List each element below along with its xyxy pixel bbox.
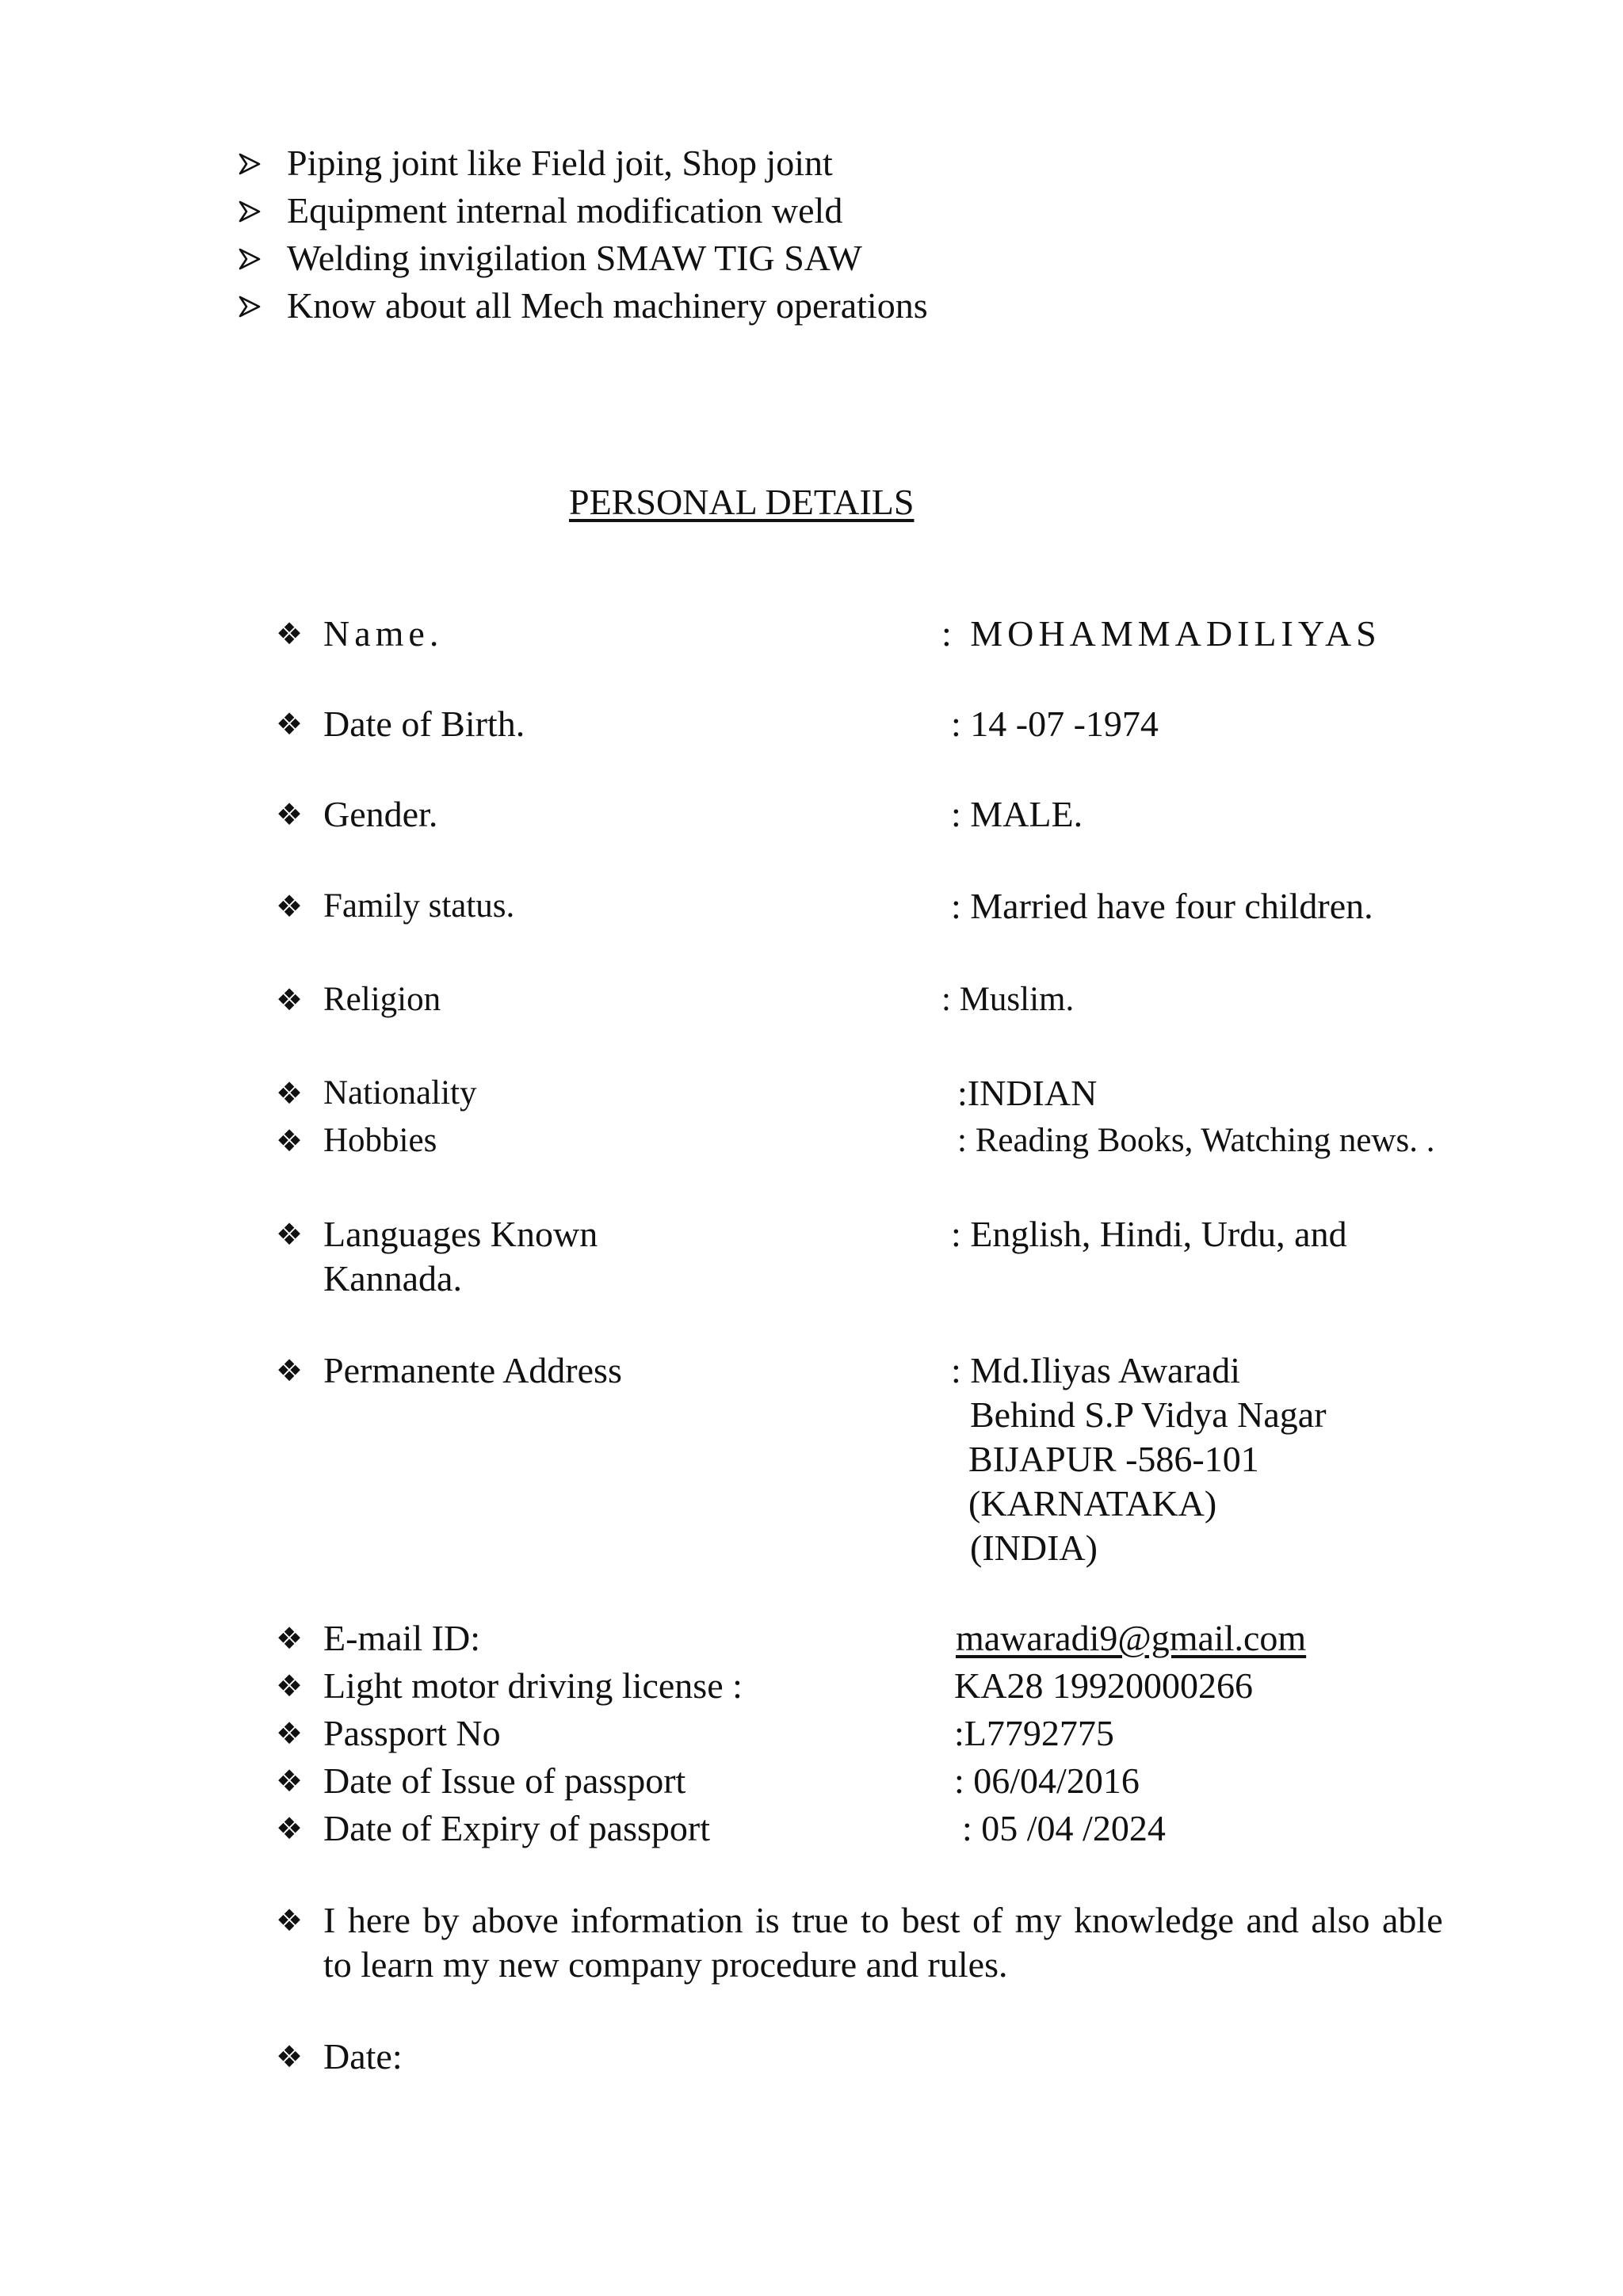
passport-expiry-value: : 05 /04 /2024 <box>962 1808 1166 1848</box>
diamond-bullet-icon: ❖ <box>276 1123 304 1158</box>
diamond-bullet-icon: ❖ <box>276 1669 304 1703</box>
name-value: : MOHAMMADILIYAS <box>941 613 1381 654</box>
passport-value: :L7792775 <box>954 1713 1114 1753</box>
hobbies-value: : Reading Books, Watching news. . <box>957 1122 1435 1159</box>
hobbies-label: Hobbies <box>323 1122 437 1159</box>
family-status-label: Family status. <box>323 887 515 925</box>
diamond-bullet-icon: ❖ <box>276 982 304 1017</box>
declaration-line: I here by above information is true to best of my knowledge and also able <box>323 1900 1443 1940</box>
diamond-bullet-icon: ❖ <box>276 1621 304 1656</box>
nationality-value: :INDIAN <box>957 1073 1098 1113</box>
section-title: PERSONAL DETAILS <box>569 482 915 522</box>
religion-label: Religion <box>323 981 441 1018</box>
diamond-bullet-icon: ❖ <box>276 889 304 924</box>
passport-issue-label: Date of Issue of passport <box>323 1760 686 1801</box>
date-label: Date: <box>323 2036 403 2077</box>
address-line: Behind S.P Vidya Nagar <box>970 1394 1327 1435</box>
address-line: : Md.Iliyas Awaradi <box>951 1350 1240 1390</box>
passport-issue-value: : 06/04/2016 <box>954 1760 1140 1801</box>
languages-label: Languages Known <box>323 1214 598 1254</box>
name-label: Name. <box>323 613 444 654</box>
address-label: Permanente Address <box>323 1350 622 1390</box>
skill-item: Equipment internal modification weld <box>287 190 843 231</box>
languages-continuation: Kannada. <box>323 1258 462 1299</box>
diamond-bullet-icon: ❖ <box>276 616 304 651</box>
diamond-bullet-icon: ❖ <box>276 1764 304 1798</box>
license-label: Light motor driving license : <box>323 1665 743 1706</box>
diamond-bullet-icon: ❖ <box>276 1716 304 1751</box>
gender-label: Gender. <box>323 794 438 834</box>
arrow-bullet-icon <box>238 200 262 223</box>
diamond-bullet-icon: ❖ <box>276 1076 304 1111</box>
languages-value: : English, Hindi, Urdu, and <box>951 1214 1347 1254</box>
skill-item: Piping joint like Field joit, Shop joint <box>287 143 833 183</box>
skill-item: Know about all Mech machinery operations <box>287 285 928 326</box>
religion-value: : Muslim. <box>941 981 1075 1018</box>
dob-label: Date of Birth. <box>323 704 525 744</box>
diamond-bullet-icon: ❖ <box>276 1811 304 1846</box>
declaration-line: to learn my new company procedure and rules. <box>323 1944 1008 1985</box>
diamond-bullet-icon: ❖ <box>276 2039 304 2074</box>
address-line: (KARNATAKA) <box>968 1483 1217 1524</box>
arrow-bullet-icon <box>238 247 262 271</box>
family-status-value: : Married have four children. <box>951 886 1373 926</box>
address-line: (INDIA) <box>970 1527 1098 1568</box>
address-line: BIJAPUR -586-101 <box>968 1439 1259 1479</box>
passport-expiry-label: Date of Expiry of passport <box>323 1808 710 1848</box>
dob-value: : 14 -07 -1974 <box>951 704 1159 744</box>
email-link[interactable]: mawaradi9@gmail.com <box>956 1618 1307 1658</box>
diamond-bullet-icon: ❖ <box>276 1217 304 1252</box>
arrow-bullet-icon <box>238 295 262 318</box>
diamond-bullet-icon: ❖ <box>276 797 304 832</box>
diamond-bullet-icon: ❖ <box>276 1903 304 1938</box>
diamond-bullet-icon: ❖ <box>276 1353 304 1388</box>
skill-item: Welding invigilation SMAW TIG SAW <box>287 238 862 278</box>
gender-value: : MALE. <box>951 794 1083 834</box>
passport-label: Passport No <box>323 1713 501 1753</box>
nationality-label: Nationality <box>323 1074 477 1112</box>
license-value: KA28 19920000266 <box>954 1665 1253 1706</box>
arrow-bullet-icon <box>238 152 262 176</box>
email-label: E-mail ID: <box>323 1618 480 1658</box>
diamond-bullet-icon: ❖ <box>276 707 304 742</box>
